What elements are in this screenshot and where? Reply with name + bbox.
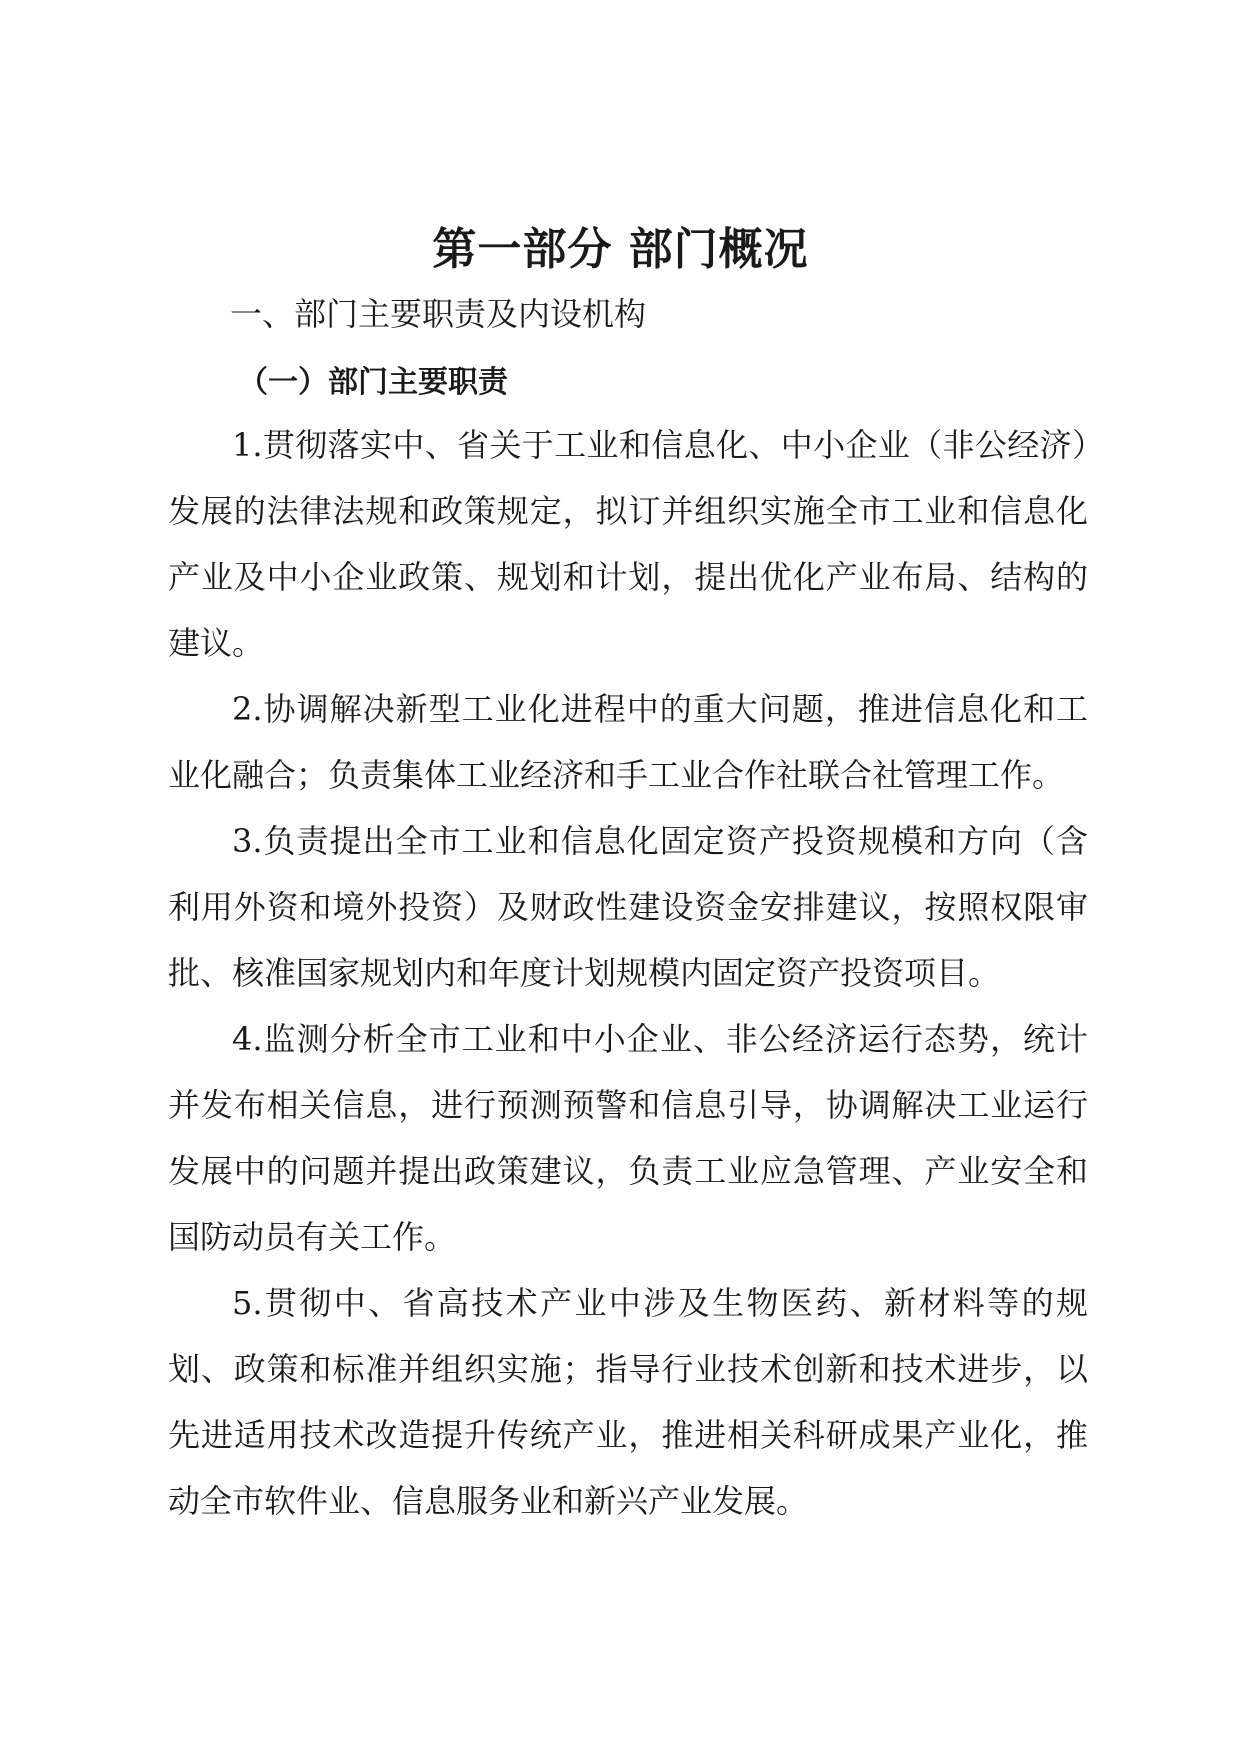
duty-paragraph-3: 3.负责提出全市工业和信息化固定资产投资规模和方向（含利用外资和境外投资）及财政性建设资金安排建议，按照权限审批、核准国家规划内和年度计划规模内固定资产投资项目。 <box>168 822 1088 992</box>
section-heading: 一、部门主要职责及内设机构 <box>230 295 647 333</box>
duty-paragraph-4: 4.监测分析全市工业和中小企业、非公经济运行态势，统计并发布相关信息，进行预测预警和信息引导，协调解决工业运行发展中的问题并提出政策建议，负责工业应急管理、产业安全和国防动员有关工作。 <box>168 1020 1088 1256</box>
page-title: 第一部分 部门概况 <box>432 224 809 275</box>
duty-paragraph-1: 1.贯彻落实中、省关于工业和信息化、中小企业（非公经济）发展的法律法规和政策规定，拟订并组织实施全市工业和信息化产业及中小企业政策、规划和计划，提出优化产业布局、结构的建议。 <box>168 426 1088 662</box>
duty-paragraph-2: 2.协调解决新型工业化进程中的重大问题，推进信息化和工业化融合；负责集体工业经济和手工业合作社联合社管理工作。 <box>168 690 1088 794</box>
subsection-heading: （一）部门主要职责 <box>238 365 508 400</box>
duty-paragraph-5: 5.贯彻中、省高技术产业中涉及生物医药、新材料等的规划、政策和标准并组织实施；指导行业技术创新和技术进步，以先进适用技术改造提升传统产业，推进相关科研成果产业化，推动全市软件业、信息服务业和新兴产业发展。 <box>168 1284 1088 1520</box>
